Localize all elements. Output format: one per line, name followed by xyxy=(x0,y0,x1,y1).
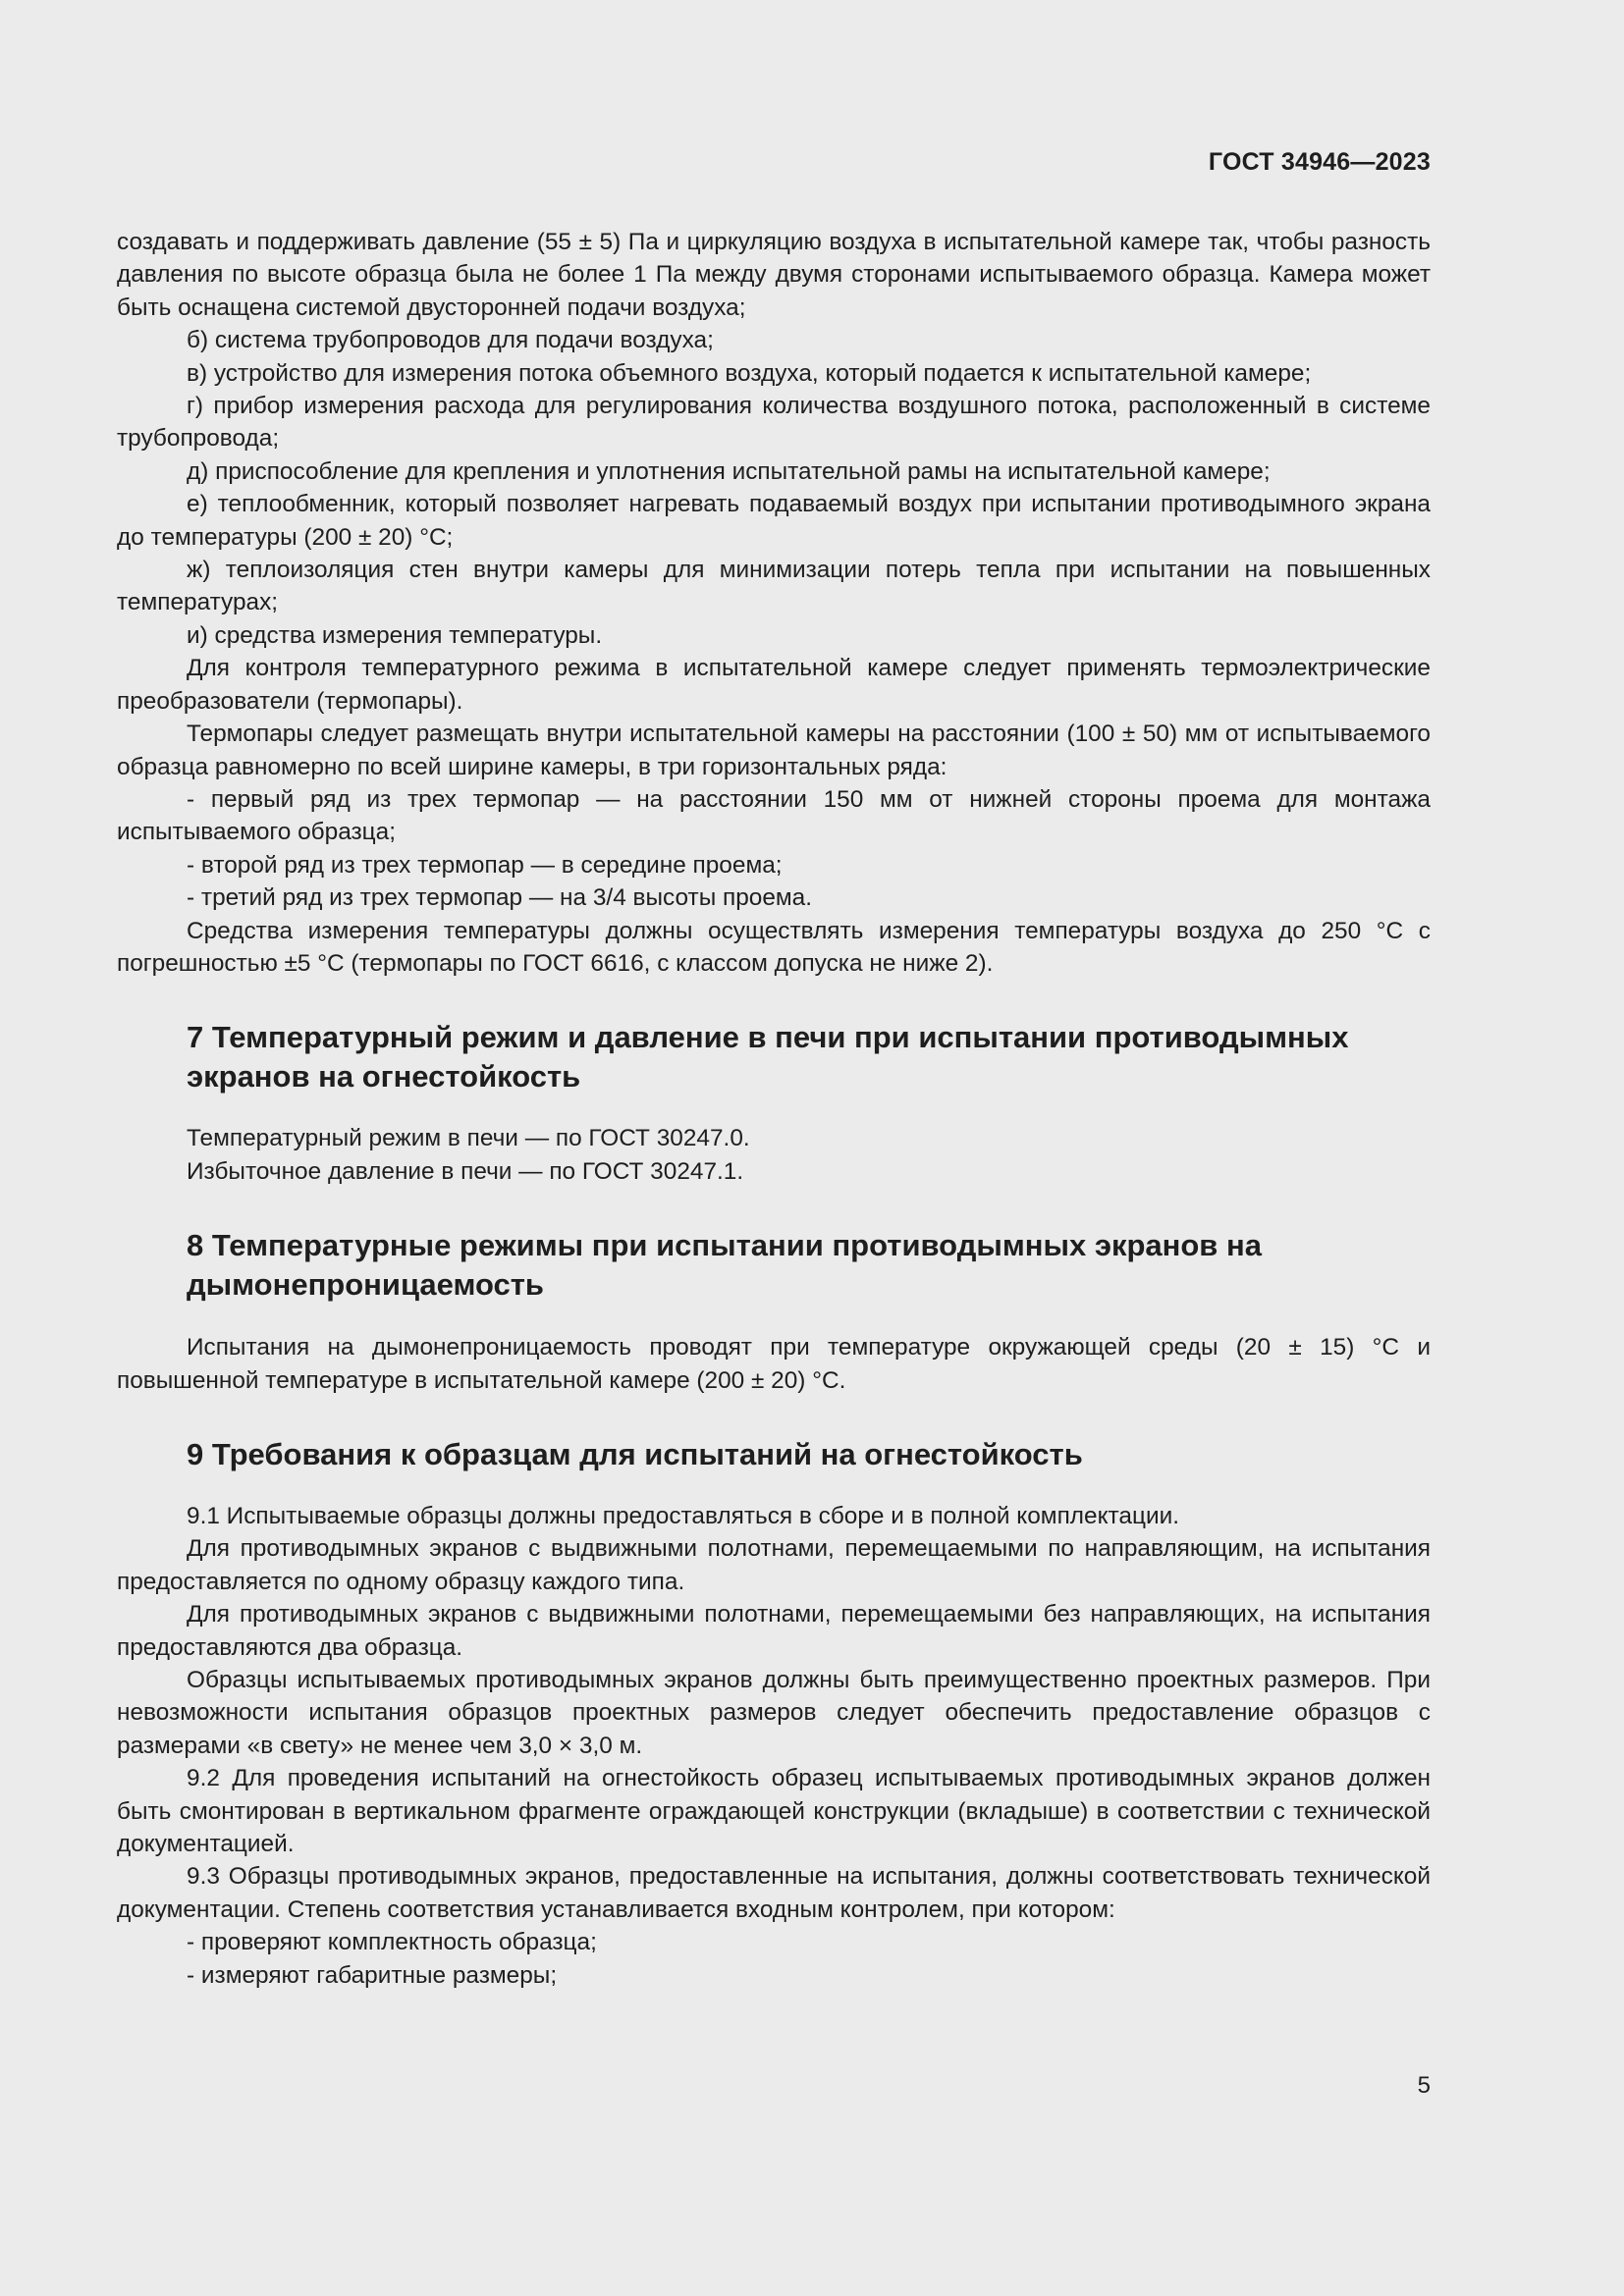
document-code: ГОСТ 34946—2023 xyxy=(1208,148,1431,176)
paragraph: Средства измерения температуры должны осуществлять измерения температуры воздуха до 250 °С с погрешностью ±5 °С (термопары по ГОСТ 6616, с классом допуска не ниже 2). xyxy=(117,917,1431,977)
list-item: - проверяют комплектность образца; xyxy=(187,1929,597,1956)
document-body xyxy=(117,226,1431,1992)
list-item: е) теплообменник, который позволяет нагревать подаваемый воздух при испытании противодымного экрана до температуры (200 ± 20) °С; xyxy=(117,491,1431,551)
paragraph: Для контроля температурного режима в испытательной камере следует применять термоэлектрические преобразователи (термопары). xyxy=(117,655,1431,715)
paragraph: создавать и поддерживать давление (55 ± 5) Па и циркуляцию воздуха в испытательной камере так, чтобы разность давления по высоте образца была не более 1 Па между двумя сторонами испытываемого образца. Камера может быть оснащена системой двусторонней подачи воздуха; xyxy=(117,229,1431,321)
section-heading-9: 9 Требования к образцам для испытаний на огнестойкость xyxy=(187,1436,1083,1471)
list-item: - измеряют габаритные размеры; xyxy=(187,1961,558,1989)
section-heading-7: 7 Температурный режим и давление в печи при испытании противодымных экранов на огнестойкость xyxy=(187,1020,1349,1095)
list-item: - первый ряд из трех термопар — на расстоянии 150 мм от нижней стороны проема для монтажа испытываемого образца; xyxy=(117,785,1431,846)
paragraph: Для противодымных экранов с выдвижными полотнами, перемещаемыми по направляющим, на испытания предоставляется по одному образцу каждого типа. xyxy=(117,1535,1431,1595)
paragraph: Термопары следует размещать внутри испытательной камеры на расстоянии (100 ± 50) мм от испытываемого образца равномерно по всей ширине камеры, в три горизонтальных ряда: xyxy=(117,721,1431,780)
paragraph: Избыточное давление в печи — по ГОСТ 30247.1. xyxy=(187,1157,744,1185)
list-item: - третий ряд из трех термопар — на 3/4 высоты проема. xyxy=(187,884,813,912)
paragraph: 9.2 Для проведения испытаний на огнестойкость образец испытываемых противодымных экранов должен быть смонтирован в вертикальном фрагменте ограждающей конструкции (вкладыше) в соответствии с технической документацией. xyxy=(117,1765,1431,1858)
paragraph: Образцы испытываемых противодымных экранов должны быть преимущественно проектных размеров. При невозможности испытания образцов проектных размеров следует обеспечить предоставление образцов с размерами «в свету» не менее чем 3,0 × 3,0 м. xyxy=(117,1667,1431,1759)
list-item: д) приспособление для крепления и уплотнения испытательной рамы на испытательной камере; xyxy=(187,457,1271,485)
paragraph: Для противодымных экранов с выдвижными полотнами, перемещаемыми без направляющих, на испытания предоставляются два образца. xyxy=(117,1601,1431,1661)
paragraph: Испытания на дымонепроницаемость проводят при температуре окружающей среды (20 ± 15) °С и повышенной температуре в испытательной камере (200 ± 20) °С. xyxy=(117,1334,1431,1394)
list-item: ж) теплоизоляция стен внутри камеры для минимизации потерь тепла при испытании на повышенных температурах; xyxy=(117,557,1431,616)
list-item: - второй ряд из трех термопар — в середине проема; xyxy=(187,851,783,879)
list-item: и) средства измерения температуры. xyxy=(187,621,603,649)
paragraph: 9.1 Испытываемые образцы должны предоставляться в сборе и в полной комплектации. xyxy=(187,1502,1179,1529)
paragraph: 9.3 Образцы противодымных экранов, предоставленные на испытания, должны соответствовать технической документации. Степень соответствия устанавливается входным контролем, при котором: xyxy=(117,1863,1431,1923)
list-item: г) прибор измерения расхода для регулирования количества воздушного потока, расположенный в системе трубопровода; xyxy=(117,393,1431,453)
page-number: 5 xyxy=(1417,2072,1431,2099)
section-heading-8: 8 Температурные режимы при испытании противодымных экранов на дымонепроницаемость xyxy=(187,1228,1262,1303)
paragraph: Температурный режим в печи — по ГОСТ 30247.0. xyxy=(187,1125,750,1152)
list-item: в) устройство для измерения потока объемного воздуха, который подается к испытательной камере; xyxy=(187,359,1312,387)
list-item: б) система трубопроводов для подачи воздуха; xyxy=(187,327,714,354)
